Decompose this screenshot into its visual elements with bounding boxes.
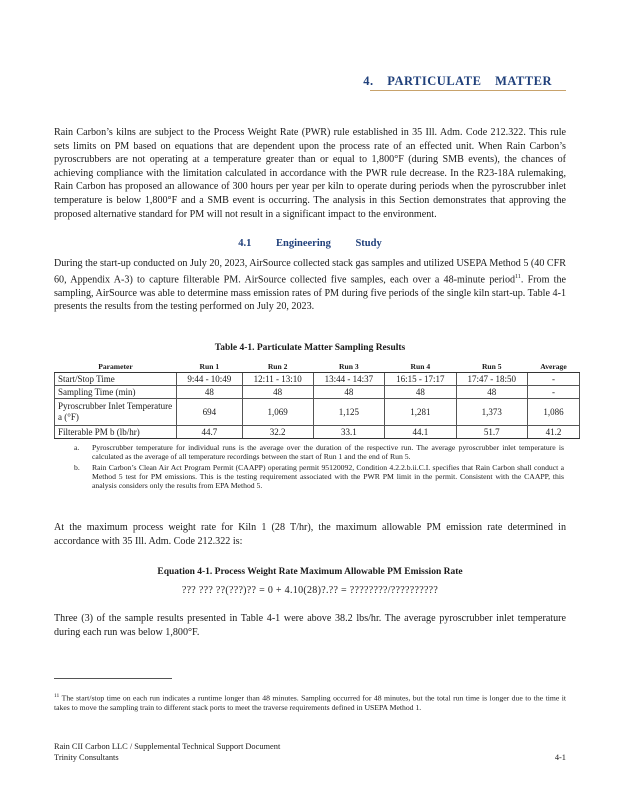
section-number: 4. [363, 74, 374, 88]
conclusion-paragraph: Three (3) of the sample results presented in Table 4-1 were above 38.2 lbs/hr. The average pyroscrubber inlet temperature during each run was below 1,800°F. [54, 613, 566, 638]
table-caption: Table 4-1. Particulate Matter Sampling Results [214, 343, 406, 353]
table-row [55, 373, 580, 386]
table-cell: 41.2 [528, 426, 580, 439]
equation-caption: Equation 4-1. Process Weight Rate Maximum Allowable PM Emission Rate [157, 567, 463, 577]
table-cell: 32.2 [242, 426, 313, 439]
table-notes [74, 443, 564, 491]
table-header-cell: Run 1 [177, 361, 243, 373]
section-title-word2: MATTER [495, 74, 552, 88]
table-cell: 44.1 [385, 426, 456, 439]
table-cell: 1,125 [313, 399, 384, 426]
page-footer [54, 741, 566, 763]
table-header-cell: Run 4 [385, 361, 456, 373]
intro-paragraph: Rain Carbon’s kilns are subject to the Process Weight Rate (PWR) rule established in 35 Ill. Adm. Code 212.322. This rule sets limits on PM based on equations that are dependent upon the process rate of an effected unit. When Rain Carbon’s pyroscrubbers are not operating at a temperature greater than or equal to 1,800°F (during SMB events), the chances of achieving compliance with the limitation calculated in accordance with the PWR rule decrease. In the R23-18A rulemaking, Rain Carbon has proposed an allowance of 300 hours per year per kiln to operate during periods when the pyroscrubber inlet temperature is below 1,800°F and a SMB event is occurring. The analysis in this Section demonstrates that approving the proposed alternative standard for PM will not result in a significant impact to the environment. [54, 127, 566, 220]
subsection-heading [54, 238, 566, 249]
table-cell: - [528, 386, 580, 399]
table-cell: 48 [456, 386, 527, 399]
table-row [55, 399, 580, 426]
note-text: Pyroscrubber temperature for individual runs is the average over the duration of the respective run. The average pyroscrubber inlet temperature is calculated as the average of all temperature recordings between the start of Run 1 and the end of Run 5. [92, 443, 564, 462]
row-label: Pyroscrubber Inlet Temperature a (°F) [55, 399, 177, 426]
table-cell: 1,373 [456, 399, 527, 426]
table-cell: 1,069 [242, 399, 313, 426]
table-cell: 48 [313, 386, 384, 399]
max-rate-paragraph: At the maximum process weight rate for Kiln 1 (28 T/hr), the maximum allowable PM emission rate determined in accordance with 35 Ill. Adm. Code 212.322 is: [54, 522, 566, 547]
footer-line1: Rain CII Carbon LLC / Supplemental Technical Support Document [54, 742, 281, 751]
table-cell: 9:44 - 10:49 [177, 373, 243, 386]
table-row [55, 426, 580, 439]
table-row [55, 386, 580, 399]
table-cell: 1,086 [528, 399, 580, 426]
table-cell: - [528, 373, 580, 386]
row-label: Sampling Time (min) [55, 386, 177, 399]
table-cell: 48 [177, 386, 243, 399]
table-cell: 12:11 - 13:10 [242, 373, 313, 386]
study-paragraph [54, 257, 566, 314]
note-text: Rain Carbon’s Clean Air Act Program Permit (CAAPP) operating permit 95120092, Condition 4.2.2.b.ii.C.I. specifies that Rain Carbon shall conduct a Method 5 test for PM emissions. This is the testing requirement associated with the PWR PM limit in the permit. Consistent with the CAAPP, this analysis considers only the results from EPA Method 5. [92, 462, 564, 491]
footnote-separator [54, 678, 172, 679]
table-header-cell: Run 3 [313, 361, 384, 373]
table-cell: 694 [177, 399, 243, 426]
section-heading-rule [370, 90, 566, 91]
subsection-number: 4.1 [238, 238, 252, 249]
results-table [54, 361, 580, 439]
footnote-text: The start/stop time on each run indicates a runtime longer than 48 minutes. Sampling occurred for 48 minutes, but the total run time is longer due to the time it takes to move the sampling train to different stack ports to meet the traverse requirements defined in USEPA Method 1. [54, 693, 566, 713]
page-number: 4-1 [554, 753, 566, 762]
table-note [74, 463, 564, 491]
subsection-word1: Engineering [276, 238, 331, 249]
table-header-row [55, 361, 580, 373]
section-title-word1: PARTICULATE [387, 74, 482, 88]
table-cell: 44.7 [177, 426, 243, 439]
table-cell: 1,281 [385, 399, 456, 426]
row-label: Filterable PM b (lb/hr) [55, 426, 177, 439]
footnote-ref[interactable]: 11 [515, 273, 521, 280]
table-note [74, 443, 564, 462]
table-header-cell: Run 2 [242, 361, 313, 373]
table-cell: 48 [242, 386, 313, 399]
table-cell: 17:47 - 18:50 [456, 373, 527, 386]
section-heading [300, 74, 552, 89]
equation-line: ??? ??? ??(???)?? = 0 + 4.10(28)?.?? = ????????/?????????? [181, 585, 439, 596]
table-cell: 48 [385, 386, 456, 399]
footer-line2: Trinity Consultants [54, 753, 119, 762]
table-header-cell: Parameter [55, 361, 177, 373]
table-cell: 33.1 [313, 426, 384, 439]
footnote [54, 692, 566, 713]
table-cell: 51.7 [456, 426, 527, 439]
study-paragraph-part-a: During the start-up conducted on July 20, 2023, AirSource collected stack gas samples and utilized USEPA Method 5 (40 CFR 60, Appendix A-3) to capture filterable PM. AirSource collected five samples, each over a 48-minute period [54, 258, 566, 285]
table-cell: 13:44 - 14:37 [313, 373, 384, 386]
note-letter: b. [74, 462, 80, 472]
table-cell: 16:15 - 17:17 [385, 373, 456, 386]
table-header-cell: Run 5 [456, 361, 527, 373]
note-letter: a. [74, 443, 80, 452]
subsection-word2: Study [355, 238, 382, 249]
row-label: Start/Stop Time [55, 373, 177, 386]
table-header-cell: Average [528, 361, 580, 373]
study-paragraph-part-b: . From the sampling, AirSource was able to determine mass emission rates of PM during five periods of the single kiln start-up. Table 4-1 presents the results from the testing performed on July 20, 2023. [54, 273, 566, 313]
footnote-number: 11 [54, 693, 60, 699]
